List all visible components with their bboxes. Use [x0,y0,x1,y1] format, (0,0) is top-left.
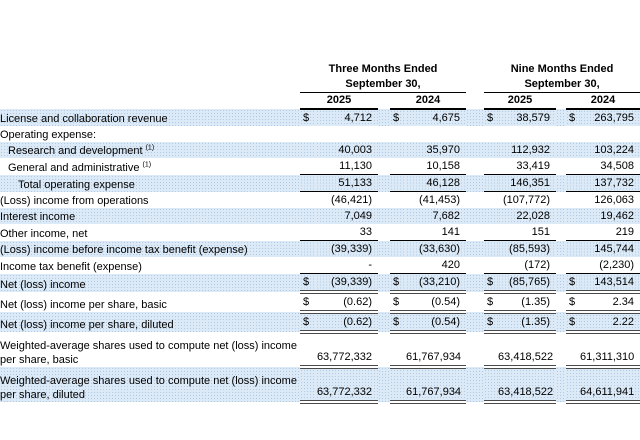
value-cell: - [316,257,378,274]
currency-cell [566,175,580,192]
col-gap [378,192,390,209]
currency-cell: $ [300,292,316,312]
col-gap [378,312,390,332]
value-cell: 112,932 [498,142,556,158]
year-header: 2024 [390,93,466,110]
group-subtitle-three-months: September 30, [300,77,466,93]
value-cell: 63,772,332 [316,332,378,367]
currency-cell [300,332,316,367]
currency-cell [390,142,406,158]
currency-cell [566,241,580,258]
col-gap [466,224,484,241]
currency-cell [484,142,498,158]
row-label-text: General and administrative [8,161,140,174]
year-header-row [0,93,640,110]
currency-cell [300,126,316,142]
table-row [0,257,640,274]
value-cell: 35,970 [406,142,466,158]
value-cell: (33,630) [406,241,466,258]
currency-cell [390,241,406,258]
row-label-text: Income tax benefit (expense) [0,260,142,273]
currency-cell: $ [390,274,406,293]
col-gap [466,312,484,332]
currency-cell [566,192,580,209]
currency-cell [566,257,580,274]
value-cell: 61,767,934 [406,332,466,367]
row-label [0,192,300,209]
col-gap [378,224,390,241]
table-body [0,109,640,402]
currency-cell [484,192,498,209]
table-header [0,62,640,109]
value-cell: (0.54) [406,312,466,332]
col-gap [556,292,566,312]
value-cell: (107,772) [502,194,551,206]
col-gap [556,142,566,158]
currency-cell [300,224,316,241]
value-cell: 40,003 [316,142,378,158]
row-label-text: Operating expense: [0,129,97,141]
row-label [0,142,300,158]
value-cell: 219 [580,224,640,241]
value-cell: (39,339) [316,274,378,293]
currency-cell: $ [300,274,316,293]
currency-cell [300,142,316,158]
footnote-marker: (1) [145,144,155,152]
col-gap [378,109,390,126]
col-gap [556,241,566,258]
currency-cell: $ [300,109,316,126]
currency-cell [566,142,580,158]
value-cell: 263,795 [580,109,640,126]
col-gap [466,367,484,402]
col-gap [556,312,566,332]
group-subtitle-nine-months: September 30, [484,77,640,93]
group-subtitle-row [0,77,640,93]
row-label [0,208,300,224]
footnote-marker: (1) [142,160,152,168]
table-row [0,332,640,367]
currency-cell [390,257,406,274]
currency-cell [484,367,498,402]
row-label-text: Weighted-average shares used to compute net (loss) income per share, basic [0,340,297,366]
value-cell: (2,230) [580,257,640,274]
col-gap [556,126,566,142]
table-row [0,142,640,158]
currency-cell [300,257,316,274]
col-gap [556,109,566,126]
row-label [0,224,300,241]
row-label-text: License and collaboration revenue [0,113,168,125]
col-gap [466,332,484,367]
col-gap [556,192,566,209]
currency-cell [300,367,316,402]
col-gap [556,332,566,367]
value-cell: (85,593) [498,241,556,258]
value-cell: 4,675 [406,109,466,126]
value-cell: 22,028 [498,208,556,224]
value-cell: 10,158 [406,158,466,175]
table-row [0,224,640,241]
value-cell: 143,514 [580,274,640,293]
value-cell: (33,210) [406,274,466,293]
col-gap [466,241,484,258]
currency-cell [300,208,316,224]
table-row [0,274,640,293]
row-label-text: Other income, net [0,227,88,240]
col-gap [378,241,390,258]
currency-cell [390,367,406,402]
row-label-text: Net (loss) income [0,279,86,291]
currency-cell: $ [390,109,406,126]
value-cell: 2.22 [580,312,640,332]
value-cell: (172) [498,257,556,274]
value-cell: 141 [406,224,466,241]
row-label [0,126,300,142]
row-label [0,292,300,312]
value-cell: (85,765) [498,274,556,293]
year-header: 2024 [566,93,640,110]
value-cell [498,126,556,142]
row-label [0,158,300,175]
table-row [0,312,640,332]
row-label [0,257,300,274]
col-gap [556,224,566,241]
value-cell: 420 [406,257,466,274]
value-cell: (41,453) [419,194,461,206]
col-gap [556,208,566,224]
col-gap [556,158,566,175]
value-cell: (1.35) [498,292,556,312]
col-gap [378,257,390,274]
value-cell: (0.54) [406,292,466,312]
value-cell: 33 [316,224,378,241]
currency-cell [484,208,498,224]
table-row [0,109,640,126]
currency-cell [390,175,406,192]
currency-cell [484,126,498,142]
value-cell: 38,579 [498,109,556,126]
col-gap [466,274,484,293]
value-cell: (39,339) [316,241,378,258]
currency-cell: $ [484,109,498,126]
row-label [0,367,300,402]
currency-cell [566,208,580,224]
table-row [0,192,640,209]
value-cell: (0.62) [316,312,378,332]
value-cell [406,126,466,142]
col-gap [466,208,484,224]
row-label [0,109,300,126]
table-row [0,241,640,258]
row-label-text: Research and development [8,145,143,157]
value-cell: 151 [498,224,556,241]
col-gap [466,192,484,209]
col-gap [378,292,390,312]
value-cell: 61,311,310 [580,332,640,367]
value-cell: 2.34 [580,292,640,312]
row-label [0,312,300,332]
currency-cell: $ [566,109,580,126]
currency-cell [484,175,498,192]
col-gap [466,257,484,274]
value-cell: 7,682 [406,208,466,224]
value-cell: 7,049 [316,208,378,224]
col-gap [378,126,390,142]
value-cell: (0.62) [316,292,378,312]
col-gap [466,109,484,126]
value-cell: (46,421) [331,194,372,206]
col-gap [378,367,390,402]
year-header: 2025 [300,93,378,110]
currency-cell: $ [566,274,580,293]
value-cell: 103,224 [580,142,640,158]
currency-cell [390,224,406,241]
currency-cell [390,332,406,367]
currency-cell [390,126,406,142]
row-label [0,332,300,367]
currency-cell [300,175,316,192]
row-label-text: Total operating expense [18,178,135,191]
value-cell: 63,418,522 [498,367,556,402]
col-gap [556,175,566,192]
year-header: 2025 [484,93,556,110]
value-cell: 4,712 [316,109,378,126]
row-label-text: Net (loss) income per share, diluted [0,319,174,331]
value-cell: 11,130 [316,158,378,175]
value-cell: 146,351 [498,175,556,192]
table-row [0,367,640,402]
currency-cell [566,332,580,367]
row-label [0,274,300,293]
value-cell: 63,418,522 [498,332,556,367]
value-cell: 34,508 [580,158,640,175]
col-gap [556,257,566,274]
currency-cell [390,158,406,175]
currency-cell [390,192,406,209]
currency-cell [300,241,316,258]
group-title-row [0,62,640,77]
currency-cell: $ [390,292,406,312]
row-label-text: (Loss) income before income tax benefit (expense) [0,244,248,256]
currency-cell [484,332,498,367]
currency-cell [484,241,498,258]
col-gap [466,158,484,175]
currency-cell [484,257,498,274]
col-gap [466,292,484,312]
row-label-text: Net (loss) income per share, basic [0,299,167,311]
row-label-text: Interest income [0,211,76,223]
value-cell: 61,767,934 [406,367,466,402]
value-cell: 51,133 [316,175,378,192]
value-cell: 64,611,941 [580,367,640,402]
row-label-text: Weighted-average shares used to compute net (loss) income per share, diluted [0,375,297,401]
currency-cell [484,224,498,241]
currency-cell: $ [566,292,580,312]
col-gap [556,367,566,402]
currency-cell [566,126,580,142]
table-row [0,208,640,224]
value-cell: 137,732 [580,175,640,192]
income-statement-table [0,62,640,404]
group-title-nine-months: Nine Months Ended [510,63,614,75]
col-gap [378,158,390,175]
col-gap [556,274,566,293]
currency-cell [300,158,316,175]
value-cell: 19,462 [580,208,640,224]
row-label [0,175,300,192]
currency-cell: $ [484,274,498,293]
currency-cell [566,158,580,175]
currency-cell [484,158,498,175]
currency-cell: $ [390,312,406,332]
table-row [0,292,640,312]
col-gap [466,126,484,142]
group-title-three-months: Three Months Ended [328,63,438,75]
currency-cell: $ [300,312,316,332]
col-gap [378,274,390,293]
table-row [0,175,640,192]
currency-cell: $ [484,312,498,332]
value-cell: 33,419 [498,158,556,175]
table-row [0,126,640,142]
row-label-text: (Loss) income from operations [0,195,149,207]
value-cell [580,126,640,142]
currency-cell [390,208,406,224]
col-gap [466,142,484,158]
currency-cell: $ [484,292,498,312]
col-gap [378,208,390,224]
value-cell: (1.35) [498,312,556,332]
currency-cell [566,224,580,241]
table-row [0,158,640,175]
value-cell: 145,744 [580,241,640,258]
currency-cell [300,192,316,209]
col-gap [466,175,484,192]
value-cell [316,126,378,142]
currency-cell [566,367,580,402]
value-cell: 126,063 [594,194,635,206]
value-cell: 46,128 [406,175,466,192]
row-label [0,241,300,258]
col-gap [378,142,390,158]
currency-cell: $ [566,312,580,332]
col-gap [378,175,390,192]
col-gap [378,332,390,367]
value-cell: 63,772,332 [316,367,378,402]
